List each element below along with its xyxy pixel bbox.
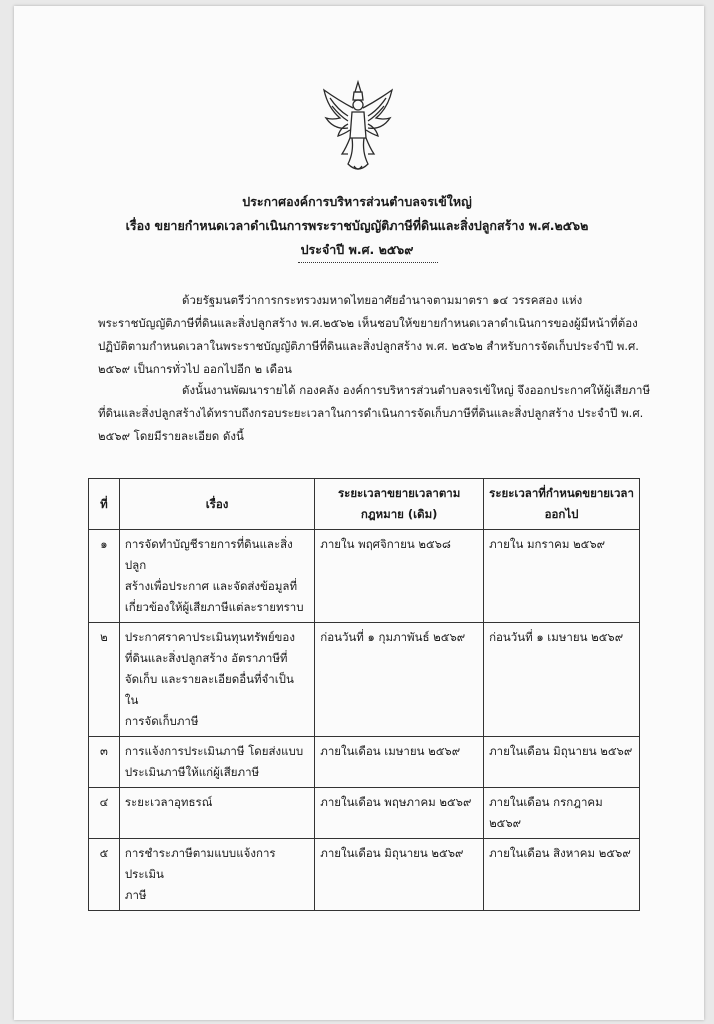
dotted-divider	[298, 262, 438, 263]
row-number: ๒	[89, 623, 120, 737]
row-subject	[119, 530, 314, 623]
header-legal-period	[315, 479, 484, 530]
header-legal-line2: กฎหมาย (เดิม)	[360, 507, 438, 521]
row-legal-period: ภายใน พฤศจิกายน ๒๕๖๘	[315, 530, 484, 623]
header-no: ที่	[89, 479, 120, 530]
subject-line: ภาษี	[124, 888, 147, 902]
schedule-table	[88, 478, 640, 911]
table-row	[89, 737, 640, 788]
subject-line: ประกาศราคาประเมินทุนทรัพย์ของ	[124, 630, 295, 644]
announcement-title: ประกาศองค์การบริหารส่วนตำบลจรเข้ใหญ่	[242, 194, 472, 209]
paragraph-line: ด้วยรัฐมนตรีว่าการกระทรวงมหาดไทยอาศัยอำนาจตามมาตรา ๑๔ วรรคสอง แห่ง	[182, 293, 583, 307]
paragraph-line: ๒๕๖๙ เป็นการทั่วไป ออกไปอีก ๒ เดือน	[98, 362, 292, 376]
row-legal-period: ภายในเดือน เมษายน ๒๕๖๙	[315, 737, 484, 788]
row-number: ๔	[89, 788, 120, 839]
subject-line: จัดเก็บ และรายละเอียดอื่นที่จำเป็น ใน	[124, 672, 294, 707]
row-number: ๑	[89, 530, 120, 623]
subject-line: การจัดทำบัญชีรายการที่ดินและสิ่งปลูก	[124, 537, 293, 572]
subject-line: ที่ดินและสิ่งปลูกสร้าง อัตราภาษีที่	[124, 651, 288, 665]
subject-line: การแจ้งการประเมินภาษี โดยส่งแบบ	[124, 744, 304, 758]
table-row	[89, 839, 640, 911]
row-legal-period: ภายในเดือน พฤษภาคม ๒๕๖๙	[315, 788, 484, 839]
row-extended-period: ภายใน มกราคม ๒๕๖๙	[484, 530, 640, 623]
row-subject	[119, 839, 314, 911]
paragraph-line: ปฏิบัติตามกำหนดเวลาในพระราชบัญญัติภาษีที่ดินและสิ่งปลูกสร้าง พ.ศ. ๒๕๖๒ สำหรับการจัดเก็บประจำปี พ.ศ.	[98, 339, 639, 353]
announcement-year: ประจำปี พ.ศ. ๒๕๖๙	[300, 242, 414, 257]
row-legal-period: ก่อนวันที่ ๑ กุมภาพันธ์ ๒๕๖๙	[315, 623, 484, 737]
row-extended-period: ภายในเดือน กรกฎาคม ๒๕๖๙	[484, 788, 640, 839]
subject-line: ระยะเวลาอุทธรณ์	[124, 795, 213, 809]
subject-line: เกี่ยวข้องให้ผู้เสียภาษีแต่ละรายทราบ	[124, 600, 304, 614]
row-number: ๓	[89, 737, 120, 788]
row-number: ๕	[89, 839, 120, 911]
row-extended-period: ภายในเดือน มิถุนายน ๒๕๖๙	[484, 737, 640, 788]
table-row	[89, 788, 640, 839]
paragraph-line: ที่ดินและสิ่งปลูกสร้างได้ทราบถึงกรอบระยะเวลาในการดำเนินการจัดเก็บภาษีที่ดินและสิ่งปลูกสร้าง ประจำปี พ.ศ.	[98, 406, 644, 420]
header-subject: เรื่อง	[119, 479, 314, 530]
table-row	[89, 530, 640, 623]
paragraph-line: ดังนั้นงานพัฒนารายได้ กองคลัง องค์การบริหารส่วนตำบลจรเข้ใหญ่ จึงออกประกาศให้ผู้เสียภาษี	[182, 383, 651, 397]
header-extended-period	[484, 479, 640, 530]
row-subject	[119, 788, 314, 839]
header-extended-line1: ระยะเวลาที่กำหนดขยายเวลา	[489, 486, 634, 500]
paragraph-line: พระราชบัญญัติภาษีที่ดินและสิ่งปลูกสร้าง พ.ศ.๒๕๖๒ เห็นชอบให้ขยายกำหนดเวลาดำเนินการของผู้มีหน้าที่ต้อง	[98, 316, 638, 330]
table-row	[89, 623, 640, 737]
paragraph-2	[98, 380, 651, 447]
table-header-row	[89, 479, 640, 530]
subject-line: ประเมินภาษีให้แก่ผู้เสียภาษี	[124, 765, 260, 779]
header-legal-line1: ระยะเวลาขยายเวลาตาม	[337, 486, 461, 500]
row-subject	[119, 623, 314, 737]
header-extended-line2: ออกไป	[544, 507, 579, 521]
announcement-subject: เรื่อง ขยายกำหนดเวลาดำเนินการพระราชบัญญัติภาษีที่ดินและสิ่งปลูกสร้าง พ.ศ.๒๕๖๒	[125, 218, 589, 233]
row-extended-period: ก่อนวันที่ ๑ เมษายน ๒๕๖๙	[484, 623, 640, 737]
paragraph-line: ๒๕๖๙ โดยมีรายละเอียด ดังนี้	[98, 429, 244, 443]
subject-line: การจัดเก็บภาษี	[124, 714, 199, 728]
garuda-emblem-icon	[318, 78, 398, 178]
row-legal-period: ภายในเดือน มิถุนายน ๒๕๖๙	[315, 839, 484, 911]
paragraph-1	[98, 290, 639, 380]
subject-line: การชำระภาษีตามแบบแจ้งการประเมิน	[124, 846, 276, 881]
row-extended-period: ภายในเดือน สิงหาคม ๒๕๖๙	[484, 839, 640, 911]
row-subject	[119, 737, 314, 788]
subject-line: สร้างเพื่อประกาศ และจัดส่งข้อมูลที่	[124, 579, 298, 593]
